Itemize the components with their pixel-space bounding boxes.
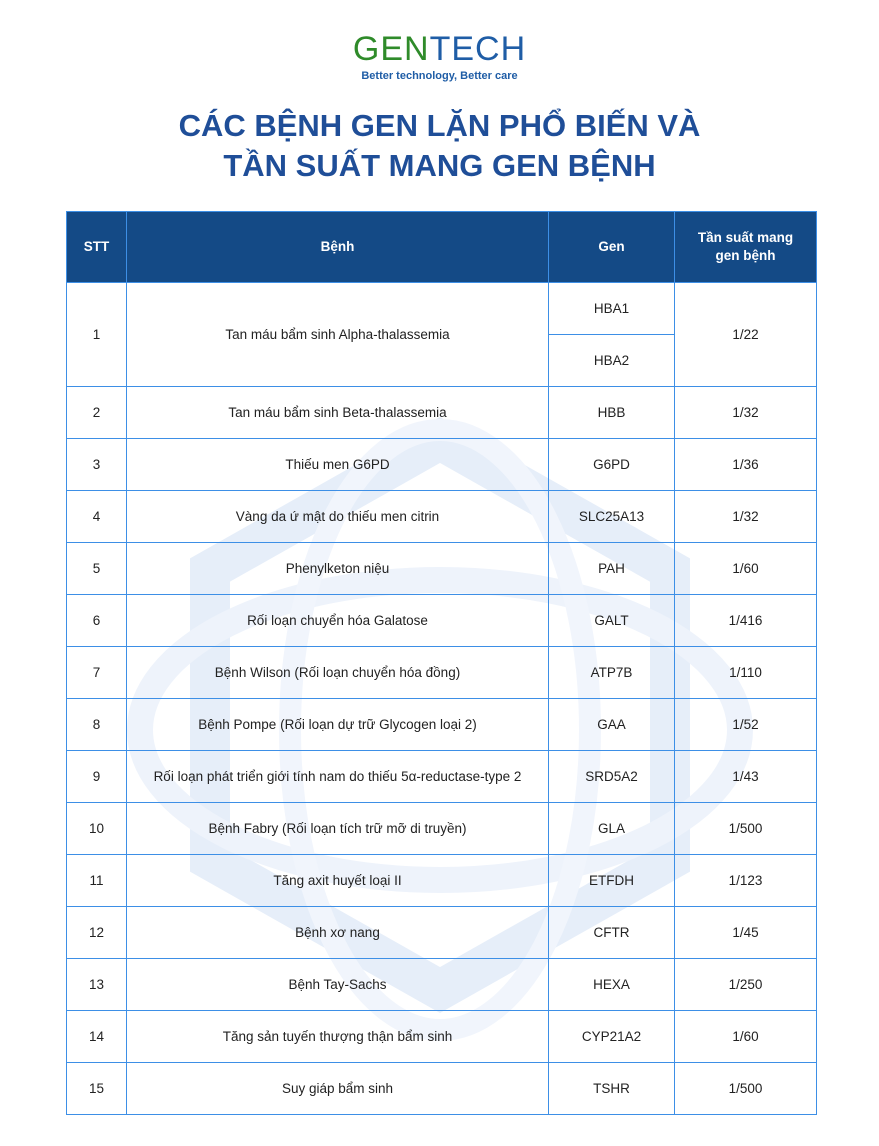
cell-disease: Vàng da ứ mật do thiếu men citrin — [127, 491, 549, 543]
cell-stt: 11 — [67, 855, 127, 907]
table-row — [67, 699, 817, 751]
cell-stt: 12 — [67, 907, 127, 959]
cell-frequency: 1/60 — [675, 1011, 817, 1063]
cell-frequency: 1/36 — [675, 439, 817, 491]
cell-gene: HBB — [549, 387, 675, 439]
cell-disease: Bệnh Fabry (Rối loạn tích trữ mỡ di truyền) — [127, 803, 549, 855]
cell-frequency: 1/45 — [675, 907, 817, 959]
cell-gene: GAA — [549, 699, 675, 751]
header-frequency-line2: gen bệnh — [715, 248, 776, 263]
cell-gene: G6PD — [549, 439, 675, 491]
cell-disease: Rối loạn chuyển hóa Galatose — [127, 595, 549, 647]
cell-frequency: 1/500 — [675, 803, 817, 855]
cell-disease: Phenylketon niệu — [127, 543, 549, 595]
cell-stt: 15 — [67, 1063, 127, 1115]
page-title — [0, 106, 879, 186]
table-row — [67, 1063, 817, 1115]
cell-gene: ATP7B — [549, 647, 675, 699]
cell-stt: 10 — [67, 803, 127, 855]
cell-gene: GLA — [549, 803, 675, 855]
cell-gene: PAH — [549, 543, 675, 595]
cell-frequency: 1/110 — [675, 647, 817, 699]
cell-gene: CYP21A2 — [549, 1011, 675, 1063]
title-line-1: CÁC BỆNH GEN LẶN PHỔ BIẾN VÀ — [178, 108, 701, 143]
table-header-row — [67, 212, 817, 283]
cell-disease: Tăng sản tuyến thượng thận bẩm sinh — [127, 1011, 549, 1063]
cell-stt: 1 — [67, 283, 127, 387]
logo-wordmark — [353, 30, 526, 68]
cell-disease: Tan máu bẩm sinh Beta-thalassemia — [127, 387, 549, 439]
cell-gene: SLC25A13 — [549, 491, 675, 543]
cell-stt: 3 — [67, 439, 127, 491]
disease-table — [66, 211, 817, 1115]
cell-frequency: 1/250 — [675, 959, 817, 1011]
cell-gene: HBA2 — [549, 335, 675, 387]
header-frequency — [675, 212, 817, 283]
cell-gene: ETFDH — [549, 855, 675, 907]
cell-stt: 4 — [67, 491, 127, 543]
cell-stt: 6 — [67, 595, 127, 647]
table-row — [67, 803, 817, 855]
cell-frequency: 1/500 — [675, 1063, 817, 1115]
cell-frequency: 1/52 — [675, 699, 817, 751]
cell-stt: 7 — [67, 647, 127, 699]
logo-tech: TECH — [429, 30, 527, 68]
table-row — [67, 387, 817, 439]
table-row — [67, 959, 817, 1011]
cell-stt: 5 — [67, 543, 127, 595]
cell-stt: 8 — [67, 699, 127, 751]
cell-frequency: 1/416 — [675, 595, 817, 647]
table-row — [67, 283, 817, 335]
cell-frequency: 1/43 — [675, 751, 817, 803]
header-disease: Bệnh — [127, 212, 549, 283]
title-line-2: TẦN SUẤT MANG GEN BỆNH — [223, 148, 656, 183]
cell-gene: GALT — [549, 595, 675, 647]
cell-disease: Bệnh Wilson (Rối loạn chuyển hóa đồng) — [127, 647, 549, 699]
cell-gene: CFTR — [549, 907, 675, 959]
logo-tagline: Better technology, Better care — [361, 70, 518, 82]
cell-disease: Bệnh Tay-Sachs — [127, 959, 549, 1011]
cell-gene: TSHR — [549, 1063, 675, 1115]
cell-disease: Bệnh xơ nang — [127, 907, 549, 959]
table-row — [67, 647, 817, 699]
table-row — [67, 543, 817, 595]
cell-disease: Thiếu men G6PD — [127, 439, 549, 491]
brand-logo — [0, 30, 879, 82]
cell-frequency: 1/32 — [675, 491, 817, 543]
cell-stt: 2 — [67, 387, 127, 439]
header-frequency-line1: Tần suất mang — [697, 230, 794, 245]
cell-stt: 9 — [67, 751, 127, 803]
logo-gen: GEN — [352, 30, 430, 68]
cell-stt: 14 — [67, 1011, 127, 1063]
cell-frequency: 1/32 — [675, 387, 817, 439]
cell-disease: Rối loạn phát triển giới tính nam do thiếu 5α-reductase-type 2 — [127, 751, 549, 803]
cell-disease: Suy giáp bẩm sinh — [127, 1063, 549, 1115]
header-stt: STT — [67, 212, 127, 283]
table-row — [67, 439, 817, 491]
cell-disease: Tăng axit huyết loại II — [127, 855, 549, 907]
cell-gene: SRD5A2 — [549, 751, 675, 803]
table-row — [67, 1011, 817, 1063]
cell-stt: 13 — [67, 959, 127, 1011]
table-row — [67, 907, 817, 959]
cell-gene: HEXA — [549, 959, 675, 1011]
table-row — [67, 491, 817, 543]
cell-disease: Bệnh Pompe (Rối loạn dự trữ Glycogen loại 2) — [127, 699, 549, 751]
table-row — [67, 751, 817, 803]
cell-frequency: 1/123 — [675, 855, 817, 907]
cell-frequency: 1/22 — [675, 283, 817, 387]
cell-gene: HBA1 — [549, 283, 675, 335]
cell-disease: Tan máu bẩm sinh Alpha-thalassemia — [127, 283, 549, 387]
cell-frequency: 1/60 — [675, 543, 817, 595]
table-row — [67, 595, 817, 647]
table-row — [67, 855, 817, 907]
header-gene: Gen — [549, 212, 675, 283]
